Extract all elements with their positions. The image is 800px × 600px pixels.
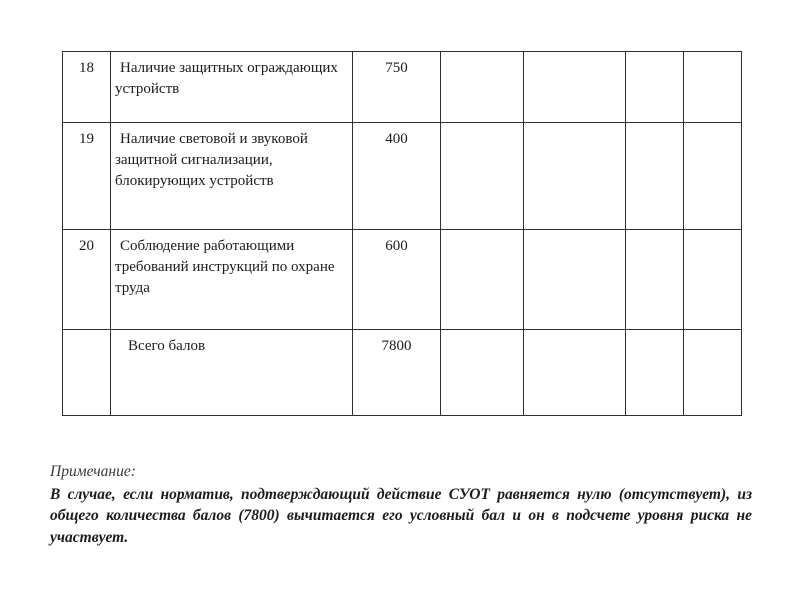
score-cell: 750 bbox=[353, 52, 441, 123]
row-number-cell: 19 bbox=[63, 123, 111, 230]
total-label-cell: Всего балов bbox=[111, 330, 353, 416]
row-number-cell: 18 bbox=[63, 52, 111, 123]
row-number-cell bbox=[63, 330, 111, 416]
total-score-cell: 7800 bbox=[353, 330, 441, 416]
note bbox=[50, 461, 752, 548]
empty-cell bbox=[441, 330, 524, 416]
description-cell: Соблюдение работающими требований инструкций по охране труда bbox=[111, 230, 353, 330]
empty-cell bbox=[626, 230, 684, 330]
empty-cell bbox=[524, 230, 626, 330]
empty-cell bbox=[684, 330, 742, 416]
empty-cell bbox=[684, 123, 742, 230]
empty-cell bbox=[524, 330, 626, 416]
empty-cell bbox=[441, 52, 524, 123]
empty-cell bbox=[626, 52, 684, 123]
empty-cell bbox=[626, 123, 684, 230]
empty-cell bbox=[524, 123, 626, 230]
row-number-cell: 20 bbox=[63, 230, 111, 330]
empty-cell bbox=[524, 52, 626, 123]
empty-cell bbox=[684, 52, 742, 123]
empty-cell bbox=[626, 330, 684, 416]
note-label: Примечание: bbox=[50, 463, 136, 480]
scores-table bbox=[62, 51, 742, 416]
table-row-total bbox=[63, 330, 742, 416]
table-row bbox=[63, 52, 742, 123]
empty-cell bbox=[441, 123, 524, 230]
score-cell: 400 bbox=[353, 123, 441, 230]
description-cell: Наличие защитных ограждающих устройств bbox=[111, 52, 353, 123]
empty-cell bbox=[441, 230, 524, 330]
table-row bbox=[63, 123, 742, 230]
score-cell: 600 bbox=[353, 230, 441, 330]
empty-cell bbox=[684, 230, 742, 330]
table-row bbox=[63, 230, 742, 330]
note-body: В случае, если норматив, подтверждающий действие СУОТ равняется нулю (отсутствует), из общего количества балов (7800) вычитается его условный бал и он в подсчете уровня риска не участвует. bbox=[50, 485, 752, 546]
description-cell: Наличие световой и звуковой защитной сигнализации, блокирующих устройств bbox=[111, 123, 353, 230]
